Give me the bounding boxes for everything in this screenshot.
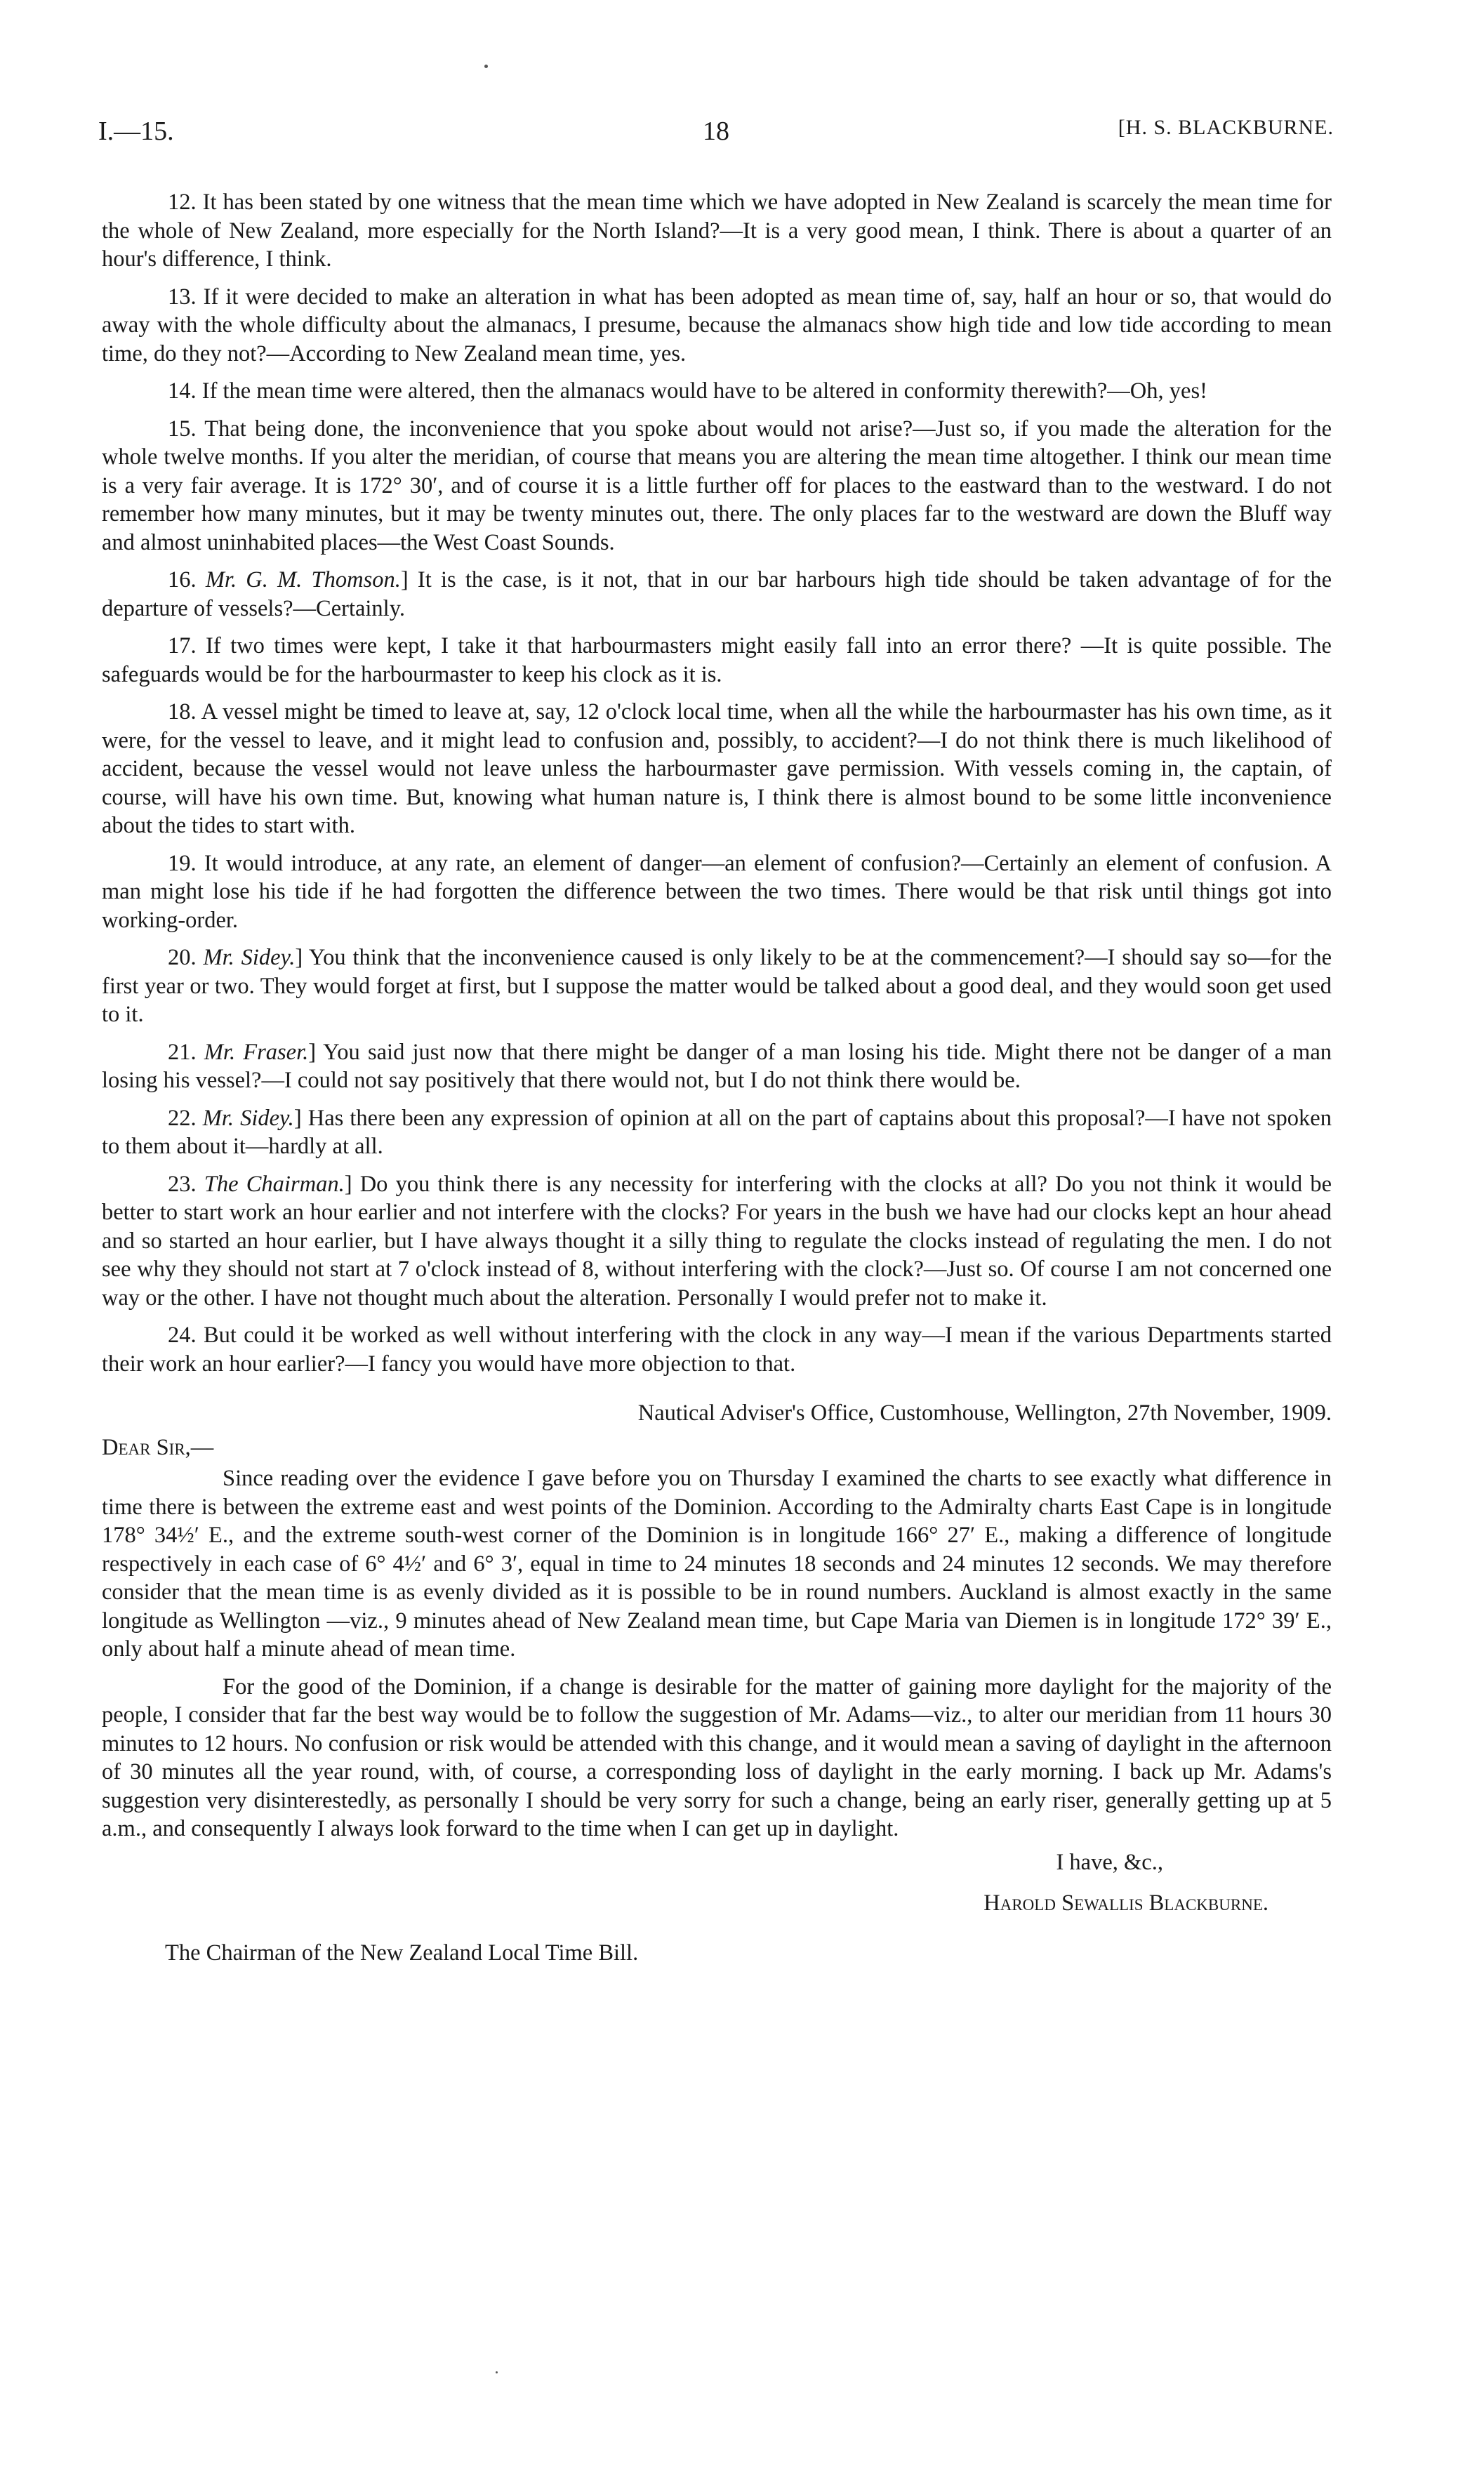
speaker-label: The Chairman.: [204, 1171, 345, 1197]
question-22: 22. Mr. Sidey.] Has there been any expression of opinion at all on the part of captains about this proposal?—I have not spoken to them about it—hardly at all.: [102, 1105, 1332, 1159]
speaker-label: Mr. Sidey.: [202, 1105, 294, 1131]
question-16: 16. Mr. G. M. Thomson.] It is the case, is it not, that in our bar harbours high tide should be taken advantage of for the departure of vessels?—Certainly.: [102, 567, 1332, 621]
letter-paragraph: For the good of the Dominion, if a change is desirable for the matter of gaining more daylight for the majority of the people, I consider that far the best way would be to follow the suggestion of Mr. Adams—viz., to alter our meridian from 11 hours 30 minutes to 12 hours. No confusion or risk would be attended with this change, and it would mean a saving of daylight in the afternoon of 30 minutes all the year round, with, of course, a corresponding loss of daylight in the early morning. I back up Mr. Adams's suggestion very disinterestedly, as personally I should be very sorry for such a change, being an early riser, generally getting up at 5 a.m., and consequently I always look forward to the time when I can get up in daylight.: [102, 1674, 1332, 1841]
print-speck: [484, 65, 488, 68]
question-23: 23. The Chairman.] Do you think there is any necessity for interfering with the clocks at all? Do you not think it would be better to start work an hour earlier and not interfere with the clocks? For years in the bush we have had our clocks kept an hour ahead and so started an hour earlier, but I have always thought it a silly thing to regulate the clocks instead of regulating the men. I do not see why they should not start at 7 o'clock instead of 8, without interfering with the clock?—Just so. Of course I am not concerned one way or the other. I have not thought much about the alteration. Personally I would prefer not to make it.: [102, 1171, 1332, 1311]
question-14: 14. If the mean time were altered, then the almanacs would have to be altered in conformity therewith?—Oh, yes!: [168, 378, 1207, 404]
page-header: [98, 116, 1334, 158]
paper-reference: I.—15.: [98, 117, 174, 146]
letter-closing: I have, &c.,: [1056, 1849, 1163, 1875]
question-20: 20. Mr. Sidey.] You think that the inconvenience caused is only likely to be at the commencement?—I should say so—for the first year or two. They would forget at first, but I suppose the matter would be talked about a good deal, and they would soon get used to it.: [102, 945, 1332, 1027]
question-19: 19. It would introduce, at any rate, an element of danger—an element of confusion?—Certainly an element of confusion. A man might lose his tide if he had forgotten the difference between the two times. There would be that risk until things got into working-order.: [102, 850, 1332, 933]
letter-signature: Harold Sewallis Blackburne.: [983, 1890, 1268, 1916]
letter-heading: Nautical Adviser's Office, Customhouse, Wellington, 27th November, 1909.: [637, 1400, 1332, 1426]
print-speck: [496, 2371, 498, 2373]
question-24: 24. But could it be worked as well without interfering with the clock in any way—I mean if the various Departments started their work an hour earlier?—I fancy you would have more objection to that.: [102, 1323, 1332, 1377]
question-17: 17. If two times were kept, I take it that harbourmasters might easily fall into an error there? —It is quite possible. The safeguards would be for the harbourmaster to keep his clock as it is.: [102, 633, 1332, 687]
question-18: 18. A vessel might be timed to leave at, say, 12 o'clock local time, when all the while the harbourmaster has his own time, as it were, for the vessel to leave, and it might lead to confusion and, possibly, to accident?—I do not think there is much likelihood of accident, because the vessel would not leave unless the harbourmaster gave permission. With vessels coming in, the captain, of course, will have his own time. But, knowing what human nature is, I think there is almost bound to be some little inconvenience about the tides to start with.: [102, 699, 1332, 838]
page-number: 18: [703, 117, 729, 146]
document-body: [102, 188, 1332, 1967]
letter-paragraph: Since reading over the evidence I gave before you on Thursday I examined the charts to see exactly what difference in time there is between the extreme east and west points of the Dominion. According to the Admiralty charts East Cape is in longitude 178° 34½′ E., and the extreme south-west corner of the Dominion is in longitude 166° 27′ E., making a difference of longitude respectively in each case of 6° 4½′ and 6° 3′, equal in time to 24 minutes 18 seconds and 24 minutes 12 seconds. We may therefore consider that the mean time is as evenly divided as it is possible to be in round numbers. Auckland is almost exactly in the same longitude as Wellington —viz., 9 minutes ahead of New Zealand mean time, but Cape Maria van Diemen is in longitude 172° 39′ E., only about half a minute ahead of mean time.: [102, 1466, 1332, 1662]
witness-name: [H. S. BLACKBURNE.: [1118, 116, 1334, 139]
question-13: 13. If it were decided to make an alteration in what has been adopted as mean time of, say, half an hour or so, that would do away with the whole difficulty about the almanacs, I presume, because the almanacs show high tide and low tide according to mean time, do they not?—According to New Zealand mean time, yes.: [102, 284, 1332, 366]
question-12: 12. It has been stated by one witness that the mean time which we have adopted in New Zealand is scarcely the mean time for the whole of New Zealand, more especially for the North Island?—It is a very good mean, I think. There is about a quarter of an hour's difference, I think.: [102, 190, 1332, 272]
letter-salutation: Dear Sir,—: [102, 1434, 214, 1460]
speaker-label: Mr. Fraser.: [204, 1039, 309, 1065]
question-21: 21. Mr. Fraser.] You said just now that there might be danger of a man losing his tide. Might there not be danger of a man losing his vessel?—I could not say positively that there would not, but I do not think there would be.: [102, 1039, 1332, 1093]
speaker-label: Mr. G. M. Thomson.: [205, 567, 401, 592]
question-15: 15. That being done, the inconvenience that you spoke about would not arise?—Just so, if you made the alteration for the whole twelve months. If you alter the meridian, of course that means you are altering the mean time altogether. I think our mean time is a very fair average. It is 172° 30′, and of course it is a little further off for places to the eastward than to the westward. I do not remember how many minutes, but it may be twenty minutes out, there. The only places far to the westward are down the Bluff way and almost uninhabited places—the West Coast Sounds.: [102, 416, 1332, 555]
speaker-label: Mr. Sidey.: [203, 945, 296, 970]
letter-addressee: The Chairman of the New Zealand Local Time Bill.: [165, 1940, 639, 1966]
